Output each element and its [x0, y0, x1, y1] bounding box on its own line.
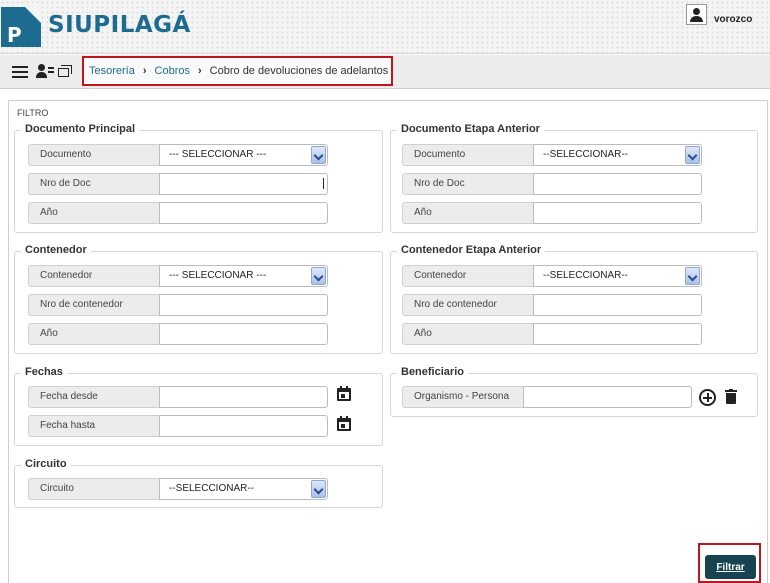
- anio-input[interactable]: [159, 202, 328, 224]
- contenedor-label: Contenedor: [28, 265, 159, 287]
- contenedor-anio-label: Año: [28, 323, 159, 345]
- contenedor-legend: Contenedor: [21, 244, 91, 256]
- contenedor-etapa-anterior-legend: Contenedor Etapa Anterior: [397, 244, 545, 256]
- chevron-down-icon[interactable]: [311, 480, 326, 498]
- user-list-icon[interactable]: [36, 64, 54, 80]
- circuito-legend: Circuito: [21, 458, 71, 470]
- organismo-persona-input[interactable]: [523, 386, 692, 408]
- breadcrumb-tesoreria[interactable]: Tesorería: [89, 65, 135, 77]
- circuito-select[interactable]: [159, 478, 328, 500]
- fecha-desde-input[interactable]: [159, 386, 328, 408]
- nro-doc-input[interactable]: [159, 173, 328, 195]
- breadcrumb-current: Cobro de devoluciones de adelantos: [209, 65, 389, 77]
- windows-icon[interactable]: [58, 65, 72, 78]
- filtrar-button[interactable]: Filtrar: [705, 555, 756, 579]
- filter-button-highlight: [698, 543, 761, 583]
- calendar-icon[interactable]: [337, 416, 351, 431]
- nro-doc-ant-input[interactable]: [533, 173, 702, 195]
- documento-label: Documento: [28, 144, 159, 166]
- fechas-legend: Fechas: [21, 366, 67, 378]
- anio-label: Año: [28, 202, 159, 224]
- chevron-down-icon[interactable]: [311, 267, 326, 285]
- fecha-hasta-input[interactable]: [159, 415, 328, 437]
- documento-select-value: --- SELECCIONAR ---: [169, 149, 267, 160]
- fecha-desde-label: Fecha desde: [28, 386, 159, 408]
- documento-principal-legend: Documento Principal: [21, 123, 139, 135]
- nro-contenedor-label: Nro de contenedor: [28, 294, 159, 316]
- user-avatar-icon[interactable]: [686, 4, 707, 25]
- contenedor-select-value: --- SELECCIONAR ---: [169, 270, 267, 281]
- contenedor-ant-label: Contenedor: [402, 265, 533, 287]
- chevron-down-icon[interactable]: [685, 146, 700, 164]
- nro-doc-ant-label: Nro de Doc: [402, 173, 533, 195]
- nro-contenedor-ant-input[interactable]: [533, 294, 702, 316]
- nro-contenedor-ant-label: Nro de contenedor: [402, 294, 533, 316]
- contenedor-ant-anio-input[interactable]: [533, 323, 702, 345]
- app-name: SIUPILAGÁ: [48, 12, 191, 38]
- documento-ant-select-value: --SELECCIONAR--: [543, 149, 629, 160]
- chevron-down-icon[interactable]: [311, 146, 326, 164]
- circuito-label: Circuito: [28, 478, 159, 500]
- trash-icon[interactable]: [725, 389, 737, 404]
- anio-ant-input[interactable]: [533, 202, 702, 224]
- add-circle-icon[interactable]: [699, 389, 716, 406]
- app-logo: [1, 7, 41, 47]
- chevron-down-icon[interactable]: [685, 267, 700, 285]
- nro-contenedor-input[interactable]: [159, 294, 328, 316]
- documento-ant-label: Documento: [402, 144, 533, 166]
- circuito-select-value: --SELECCIONAR--: [169, 483, 255, 494]
- contenedor-ant-select[interactable]: [533, 265, 702, 287]
- breadcrumb-cobros[interactable]: Cobros: [154, 65, 190, 77]
- documento-select[interactable]: [159, 144, 328, 166]
- contenedor-select[interactable]: [159, 265, 328, 287]
- user-name[interactable]: vorozco: [714, 14, 753, 25]
- contenedor-ant-anio-label: Año: [402, 323, 533, 345]
- menu-icon[interactable]: [12, 66, 28, 78]
- organismo-persona-label: Organismo - Persona: [402, 386, 523, 408]
- contenedor-anio-input[interactable]: [159, 323, 328, 345]
- app-header: [0, 0, 770, 54]
- filter-title: FILTRO: [17, 108, 49, 118]
- breadcrumb-separator-icon: ›: [142, 65, 147, 77]
- calendar-icon[interactable]: [337, 386, 351, 401]
- documento-ant-select[interactable]: [533, 144, 702, 166]
- nro-doc-label: Nro de Doc: [28, 173, 159, 195]
- anio-ant-label: Año: [402, 202, 533, 224]
- text-cursor: [323, 178, 324, 189]
- logo-mark: P: [7, 23, 22, 47]
- documento-etapa-anterior-legend: Documento Etapa Anterior: [397, 123, 544, 135]
- beneficiario-legend: Beneficiario: [397, 366, 468, 378]
- breadcrumb: [82, 56, 393, 86]
- fecha-hasta-label: Fecha hasta: [28, 415, 159, 437]
- contenedor-ant-select-value: --SELECCIONAR--: [543, 270, 629, 281]
- breadcrumb-separator-icon: ›: [198, 65, 202, 77]
